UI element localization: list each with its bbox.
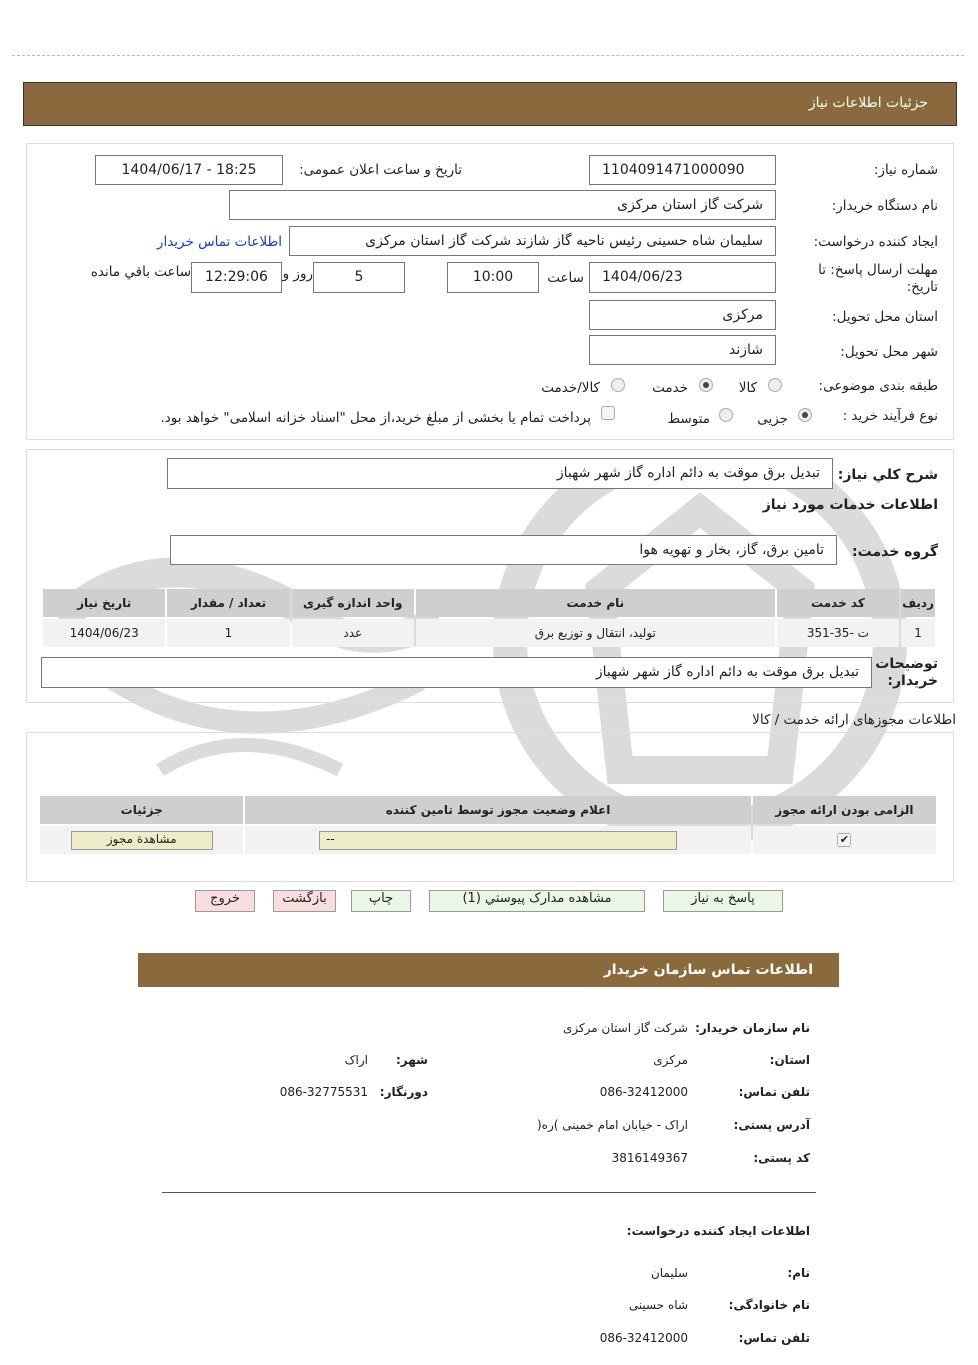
permits-title: اطلاعات مجوزهای ارائه خدمت / کالا [752, 712, 956, 728]
col-name: نام خدمت [416, 589, 775, 617]
buyer-label: نام دستگاه خریدار: [831, 198, 938, 214]
process-radio-minor[interactable] [798, 408, 812, 422]
buyer-notes-label-text: توضیحات خریدار: [875, 656, 938, 689]
creator-family-value: شاه حسینی [628, 1298, 688, 1312]
contact-org-label: نام سازمان خریدار: [695, 1021, 810, 1035]
attachments-button[interactable]: مشاهده مدارک پیوستي (1) [429, 890, 645, 912]
deadline-date-field: 1404/06/23 [589, 262, 776, 293]
process-option-medium: متوسط [667, 411, 710, 427]
deadline-label-text: مهلت ارسال پاسخ: تا تاریخ: [818, 262, 938, 295]
category-radio-service[interactable] [699, 378, 713, 392]
days-field: 5 [313, 262, 405, 293]
summary-label: شرح کلي نياز: [837, 467, 938, 483]
col-permit-details: جزئیات [40, 796, 243, 824]
contact-address-value: اراک - خیابان امام خمینی )ره( [536, 1118, 688, 1132]
announce-field: 1404/06/17 - 18:25 [95, 155, 283, 185]
permit-details-cell [40, 826, 243, 854]
creator-phone-value: 086-32412000 [599, 1331, 688, 1345]
creator-name-label: نام: [787, 1266, 810, 1280]
province-field: مرکزی [589, 300, 776, 330]
process-radio-medium[interactable] [719, 408, 733, 422]
remaining-label: ساعت باقي مانده [90, 264, 191, 280]
reply-button[interactable]: پاسخ به نیاز [663, 890, 783, 912]
contact-province-label: استان: [769, 1053, 810, 1067]
permit-status-field[interactable]: -- [319, 831, 677, 850]
contact-city-value: اراک [344, 1053, 368, 1067]
table-row [43, 619, 935, 647]
category-option-goods: کالا [738, 380, 757, 396]
need-number-field: 1104091471000090 [589, 155, 776, 185]
category-radio-goods[interactable] [768, 378, 782, 392]
payment-note: پرداخت تمام یا بخشی از مبلغ خرید،از محل "اسناد خزانه اسلامی" خواهد بود. [160, 410, 591, 426]
service-group-field: تامین برق، گاز، بخار و تهویه هوا [170, 535, 837, 565]
col-date: تاریخ نیاز [43, 589, 165, 617]
deadline-time-label: ساعت [547, 270, 584, 286]
permits-table-header [40, 796, 936, 824]
contact-city-label: شهر: [396, 1053, 428, 1067]
contact-postal-label: کد پستی: [753, 1151, 810, 1165]
services-table [41, 587, 937, 649]
deadline-label [808, 262, 938, 296]
creator-info-title: اطلاعات ایجاد کننده درخواست: [626, 1224, 810, 1238]
creator-label: ایجاد کننده درخواست: [813, 234, 938, 250]
permit-status-cell [245, 826, 750, 854]
summary-field: تبدیل برق موقت به دائم اداره گاز شهر شهباز [167, 458, 833, 489]
remaining-time-field: 12:29:06 [191, 262, 282, 293]
page-header [23, 82, 957, 126]
permit-required-checkbox[interactable]: ✔ [837, 833, 851, 847]
category-option-service: خدمت [652, 380, 688, 396]
cell-unit: عدد [292, 619, 414, 647]
deadline-time-field: 10:00 [447, 262, 539, 293]
process-option-minor: جزیی [757, 411, 788, 427]
top-divider [12, 55, 964, 56]
col-row: ردیف [901, 589, 935, 617]
services-title: اطلاعات خدمات مورد نیاز [762, 497, 938, 513]
table-row [40, 826, 936, 854]
col-permit-required: الزامی بودن ارائه مجوز [753, 796, 936, 824]
exit-button[interactable]: خروج [195, 890, 255, 912]
buyer-contact-link[interactable]: اطلاعات تماس خریدار [156, 234, 282, 250]
services-table-header [43, 589, 935, 617]
need-number-label: شماره نیاز: [873, 162, 938, 178]
city-field: شازند [589, 335, 776, 365]
creator-name-value: سلیمان [650, 1266, 688, 1280]
category-option-goods-service: کالا/خدمت [541, 380, 600, 396]
buyer-notes-field: تبدیل برق موقت به دائم اداره گاز شهر شهباز [41, 657, 872, 688]
buyer-notes-label [874, 656, 938, 690]
contact-title: اطلاعات تماس سازمان خریدار [603, 962, 813, 978]
contact-address-label: آدرس پستی: [733, 1118, 810, 1132]
permits-table [38, 794, 938, 856]
category-label: طبقه بندی موضوعی: [818, 378, 938, 394]
page-title: جزئیات اطلاعات نیاز [808, 95, 928, 111]
contact-phone-label: تلفن تماس: [738, 1085, 810, 1099]
col-qty: تعداد / مقدار [167, 589, 289, 617]
contact-divider [162, 1192, 816, 1193]
back-button[interactable]: بازگشت [273, 890, 336, 912]
cell-code: ت -35-351 [777, 619, 899, 647]
buyer-field: شرکت گاز استان مرکزی [229, 190, 776, 220]
cell-date: 1404/06/23 [43, 619, 165, 647]
permit-required-cell [753, 826, 936, 854]
contact-province-value: مرکزی [653, 1053, 688, 1067]
view-permit-button[interactable]: مشاهدة مجوز [71, 831, 213, 850]
process-label: نوع فرآیند خرید : [842, 408, 938, 424]
days-label: روز و [282, 266, 313, 282]
contact-org-value: شرکت گاز استان مرکزی [562, 1021, 688, 1035]
contact-header [138, 953, 839, 987]
province-label: استان محل تحویل: [832, 309, 938, 325]
cell-row: 1 [901, 619, 935, 647]
category-radio-goods-service[interactable] [611, 378, 625, 392]
creator-family-label: نام خانوادگی: [728, 1298, 810, 1312]
print-button[interactable]: چاپ [351, 890, 411, 912]
contact-fax-value: 086-32775531 [279, 1085, 368, 1099]
col-permit-status: اعلام وضعیت مجوز توسط تامین کننده [245, 796, 750, 824]
creator-phone-label: تلفن تماس: [738, 1331, 810, 1345]
creator-field: سلیمان شاه حسینی رئیس ناحیه گاز شازند شرکت گاز استان مرکزی [289, 226, 776, 256]
cell-qty: 1 [167, 619, 289, 647]
announce-label: تاریخ و ساعت اعلان عمومی: [299, 162, 462, 178]
contact-phone-value: 086-32412000 [599, 1085, 688, 1099]
col-unit: واحد اندازه گیری [292, 589, 414, 617]
service-group-label: گروه خدمت: [852, 544, 938, 560]
contact-postal-value: 3816149367 [611, 1151, 688, 1165]
cell-name: تولید، انتقال و توزیع برق [416, 619, 775, 647]
contact-fax-label: دورنگار: [379, 1085, 428, 1099]
city-label: شهر محل تحویل: [840, 344, 938, 360]
treasury-payment-checkbox[interactable] [601, 406, 615, 420]
col-code: کد خدمت [777, 589, 899, 617]
